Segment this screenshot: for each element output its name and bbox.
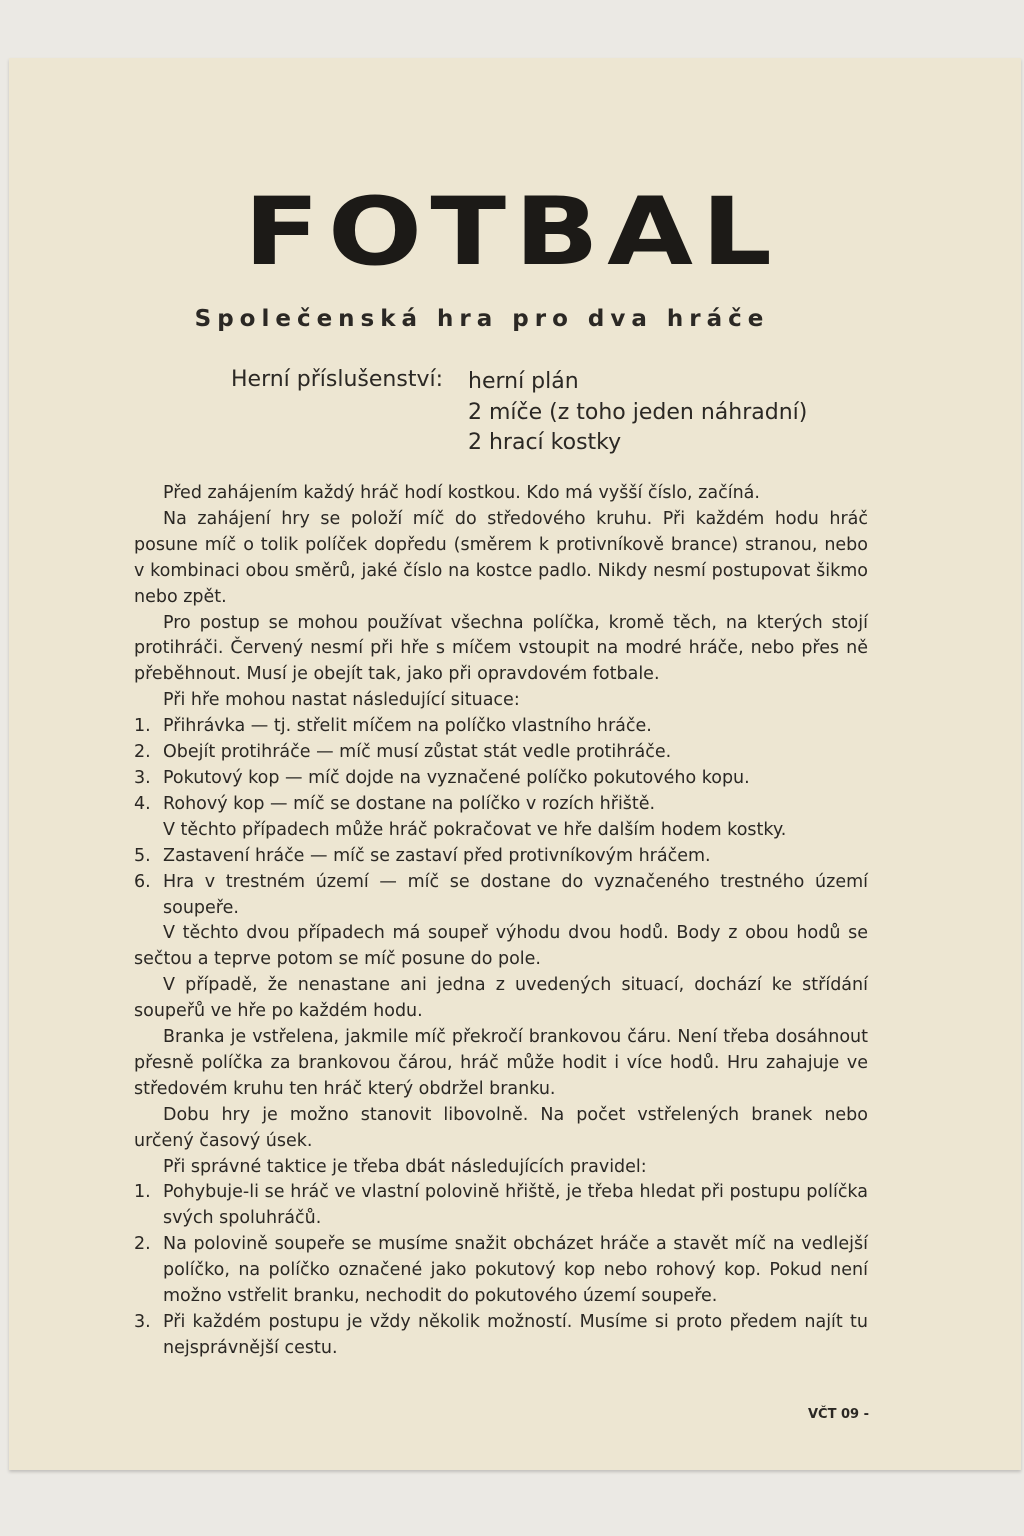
situation-text: Zastavení hráče — míč se zastaví před protivníkovým hráčem. [163, 845, 711, 866]
tactic-text: Při každém postupu je vždy několik možností. Musíme si proto předem najít tu nejsprávnější cestu. [163, 1312, 868, 1358]
situation-text: Přihrávka — tj. střelit míčem na políčko vlastního hráče. [163, 716, 652, 737]
rules-paragraph: Branka je vstřelena, jakmile míč překročí brankovou čáru. Není třeba dosáhnout přesně políčka za brankovou čárou, hráč může hodit i více hodů. Hru zahajuje ve středovém kruhu ten hráč který obdržel branku. [134, 1027, 868, 1099]
situation-item [134, 740, 868, 766]
situation-item [134, 714, 868, 740]
situation-item [134, 766, 868, 792]
accessory-item: 2 hrací kostky [468, 430, 622, 455]
situation-number: 1. [134, 716, 151, 737]
tactic-item [134, 1232, 868, 1310]
page-title: FOTBAL [243, 178, 781, 287]
situation-text: Obejít protihráče — míč musí zůstat stát vedle protihráče. [163, 742, 672, 763]
rules-paragraph: V případě, že nenastane ani jedna z uvedených situací, dochází ke střídání soupeřů ve hře po každém hodu. [134, 975, 868, 1022]
situation-number: 2. [134, 742, 151, 763]
tactic-number: 1. [134, 1182, 151, 1203]
tactic-text: Na polovině soupeře se musíme snažit obcházet hráče a stavět míč na vedlejší políčko, na políčko označené jako pokutový kop nebo rohový kop. Pokud není možno vstřelit branku, nechodit do pokutového území soupeře. [163, 1234, 868, 1307]
tactic-item [134, 1310, 868, 1362]
situation-text: Rohový kop — míč se dostane na políčko v rozích hřiště. [163, 793, 656, 814]
situation-text: Pokutový kop — míč dojde na vyznačené políčko pokutového kopu. [163, 767, 750, 788]
situation-number: 5. [134, 845, 151, 866]
tactic-item [134, 1180, 868, 1232]
situation-note: V těchto případech může hráč pokračovat ve hře dalším hodem kostky. [163, 819, 787, 840]
rules-text [134, 481, 868, 1362]
accessories-list [468, 367, 807, 459]
page-subtitle: Společenská hra pro dva hráče [194, 306, 770, 332]
situation-item [134, 870, 868, 922]
rules-paragraph: V těchto dvou případech má soupeř výhodu dvou hodů. Body z obou hodů se sečtou a teprve potom se míč posune do pole. [134, 923, 868, 970]
rules-paragraph: Pro postup se mohou používat všechna políčka, kromě těch, na kterých stojí protihráči. Červený nesmí při hře s míčem vstoupit na modré hráče, nebo přes ně přeběhnout. Musí je obejít tak, jako při opravdovém fotbale. [134, 612, 868, 685]
rules-paragraph: Při hře mohou nastat následující situace: [163, 690, 520, 711]
situation-item [134, 844, 868, 870]
rules-paragraph: Při správné taktice je třeba dbát následujících pravidel: [163, 1156, 647, 1177]
tactic-text: Pohybuje-li se hráč ve vlastní polovině hřiště, je třeba hledat při postupu políčka svých spoluhráčů. [163, 1182, 868, 1229]
situation-item [134, 792, 868, 818]
rules-paragraph: Na zahájení hry se položí míč do středového kruhu. Při každém hodu hráč posune míč o tolik políček dopředu (směrem k protivníkově brance) stranou, nebo v kombinaci obou směrů, jaké číslo na kostce padlo. Nikdy nesmí postupovat šikmo nebo zpět. [134, 508, 868, 607]
situation-text: Hra v trestném území — míč se dostane do vyznačeného trestného území soupeře. [163, 871, 868, 918]
rules-paragraph: Před zahájením každý hráč hodí kostkou. Kdo má vyšší číslo, začíná. [163, 483, 760, 503]
print-code: VČT 09 - [808, 1407, 870, 1422]
rules-paragraph: Dobu hry je možno stanovit libovolně. Na počet vstřelených branek nebo určený časový úsek. [134, 1104, 868, 1151]
situation-number: 3. [134, 767, 151, 788]
situation-number: 4. [134, 793, 151, 814]
accessory-item: 2 míče (z toho jeden náhradní) [468, 399, 808, 425]
tactic-number: 3. [134, 1312, 151, 1332]
accessory-item: herní plán [468, 369, 579, 394]
tactic-number: 2. [134, 1234, 151, 1255]
situation-number: 6. [134, 871, 151, 892]
accessories-label: Herní příslušenství: [231, 367, 443, 392]
